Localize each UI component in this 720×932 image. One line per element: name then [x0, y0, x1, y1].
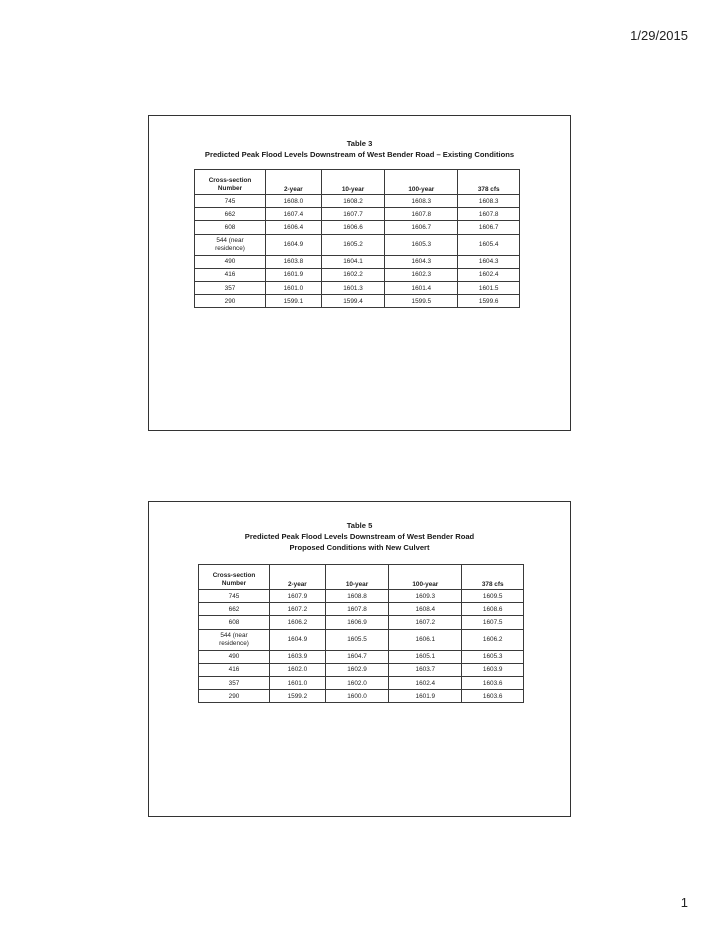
table-cell: 1601.0 — [266, 281, 322, 294]
table-cell: 1601.9 — [389, 690, 462, 703]
table-cell: 1608.3 — [458, 195, 520, 208]
table-cell: 1599.6 — [458, 295, 520, 308]
table-cell: 357 — [199, 676, 270, 689]
table-cell: 1600.0 — [325, 690, 388, 703]
table-cell: 1607.2 — [270, 603, 326, 616]
table-cell: 416 — [195, 268, 266, 281]
slide-table-3 — [148, 115, 571, 431]
table-cell: 1604.9 — [270, 629, 326, 650]
table-cell: 1607.5 — [462, 616, 524, 629]
table-cell: 1599.2 — [270, 690, 326, 703]
table-row — [199, 663, 524, 676]
table-cell: 1606.9 — [325, 616, 388, 629]
table-cell: 1602.3 — [385, 268, 458, 281]
table-cell: 1607.8 — [325, 603, 388, 616]
table-cell: 544 (near residence) — [199, 629, 270, 650]
table-cell: 1607.7 — [321, 208, 384, 221]
table-cell: 1602.4 — [458, 268, 520, 281]
table-cell: 1603.9 — [270, 650, 326, 663]
table-cell: 745 — [199, 590, 270, 603]
table-cell: 1605.1 — [389, 650, 462, 663]
table-cell: 1609.5 — [462, 590, 524, 603]
table-cell: 1608.2 — [321, 195, 384, 208]
table-cell: 1606.2 — [270, 616, 326, 629]
table-cell: 1605.5 — [325, 629, 388, 650]
table-cell: 1601.9 — [266, 268, 322, 281]
column-header-2-year: 2-year — [266, 170, 322, 195]
table-cell: 1609.3 — [389, 590, 462, 603]
table-row — [195, 281, 520, 294]
column-header-10-year: 10-year — [325, 565, 388, 590]
table-cell: 662 — [199, 603, 270, 616]
table-cell: 1599.4 — [321, 295, 384, 308]
table-row — [195, 221, 520, 234]
table-cell: 290 — [199, 690, 270, 703]
table-cell: 1603.8 — [266, 255, 322, 268]
table-cell: 357 — [195, 281, 266, 294]
table-cell: 1605.3 — [462, 650, 524, 663]
table-row — [199, 603, 524, 616]
table-row — [195, 195, 520, 208]
table-cell: 1602.2 — [321, 268, 384, 281]
table-row — [199, 676, 524, 689]
table-cell: 1606.7 — [385, 221, 458, 234]
table-cell: 490 — [199, 650, 270, 663]
table-cell: 1601.5 — [458, 281, 520, 294]
table-cell: 608 — [199, 616, 270, 629]
table-cell: 1602.0 — [325, 676, 388, 689]
table-cell: 1606.7 — [458, 221, 520, 234]
table-subcaption: Proposed Conditions with New Culvert — [289, 543, 430, 552]
table-cell: 1603.9 — [462, 663, 524, 676]
table-cell: 1604.9 — [266, 234, 322, 255]
table-row — [199, 690, 524, 703]
table-cell: 662 — [195, 208, 266, 221]
table-row — [195, 268, 520, 281]
page-date: 1/29/2015 — [630, 28, 688, 43]
column-header-2-year: 2-year — [270, 565, 326, 590]
column-header-100-year: 100-year — [389, 565, 462, 590]
table-cell: 1607.8 — [385, 208, 458, 221]
table-cell: 1607.8 — [458, 208, 520, 221]
table-cell: 1604.1 — [321, 255, 384, 268]
flood-levels-table — [198, 564, 524, 703]
table-cell: 1608.4 — [389, 603, 462, 616]
table-row — [199, 590, 524, 603]
slide-title-block — [149, 520, 570, 553]
table-cell: 1606.2 — [462, 629, 524, 650]
column-header-100-year: 100-year — [385, 170, 458, 195]
page-number: 1 — [680, 895, 688, 910]
table-cell: 416 — [199, 663, 270, 676]
table-cell: 1601.3 — [321, 281, 384, 294]
table-cell: 1606.6 — [321, 221, 384, 234]
table-number-title: Table 3 — [346, 139, 373, 148]
table-cell: 1608.8 — [325, 590, 388, 603]
table-caption: Predicted Peak Flood Levels Downstream of West Bender Road — [244, 532, 475, 541]
table-header-row — [195, 170, 520, 195]
table-cell: 1604.3 — [458, 255, 520, 268]
column-header-10-year: 10-year — [321, 170, 384, 195]
table-cell: 1602.9 — [325, 663, 388, 676]
table-row — [195, 295, 520, 308]
table-cell: 745 — [195, 195, 266, 208]
table-cell: 1602.0 — [270, 663, 326, 676]
slide-table-5 — [148, 501, 571, 817]
table-row — [195, 208, 520, 221]
table-cell: 544 (near residence) — [195, 234, 266, 255]
table-caption: Predicted Peak Flood Levels Downstream of West Bender Road – Existing Conditions — [204, 150, 515, 159]
table-cell: 1608.0 — [266, 195, 322, 208]
table-cell: 1606.1 — [389, 629, 462, 650]
table-cell: 608 — [195, 221, 266, 234]
table-cell: 1606.4 — [266, 221, 322, 234]
table-header-row — [199, 565, 524, 590]
table-cell: 1608.3 — [385, 195, 458, 208]
table-row — [199, 629, 524, 650]
table-cell: 490 — [195, 255, 266, 268]
table-cell: 290 — [195, 295, 266, 308]
slide-title-block — [149, 138, 570, 160]
table-number-title: Table 5 — [346, 521, 373, 530]
table-cell: 1607.4 — [266, 208, 322, 221]
table-row — [199, 650, 524, 663]
column-header-cross-section: Cross-section Number — [195, 170, 266, 195]
table-cell: 1603.6 — [462, 690, 524, 703]
table-row — [195, 234, 520, 255]
table-cell: 1608.6 — [462, 603, 524, 616]
table-cell: 1607.9 — [270, 590, 326, 603]
table-cell: 1602.4 — [389, 676, 462, 689]
table-row — [195, 255, 520, 268]
table-cell: 1604.3 — [385, 255, 458, 268]
flood-levels-table — [194, 169, 520, 308]
table-cell: 1601.4 — [385, 281, 458, 294]
table-cell: 1603.7 — [389, 663, 462, 676]
table-cell: 1599.1 — [266, 295, 322, 308]
table-cell: 1605.2 — [321, 234, 384, 255]
column-header-cross-section: Cross-section Number — [199, 565, 270, 590]
column-header-378-cfs: 378 cfs — [462, 565, 524, 590]
table-cell: 1604.7 — [325, 650, 388, 663]
table-cell: 1601.0 — [270, 676, 326, 689]
table-cell: 1605.3 — [385, 234, 458, 255]
table-cell: 1605.4 — [458, 234, 520, 255]
column-header-378-cfs: 378 cfs — [458, 170, 520, 195]
table-cell: 1607.2 — [389, 616, 462, 629]
table-row — [199, 616, 524, 629]
table-cell: 1603.6 — [462, 676, 524, 689]
table-cell: 1599.5 — [385, 295, 458, 308]
